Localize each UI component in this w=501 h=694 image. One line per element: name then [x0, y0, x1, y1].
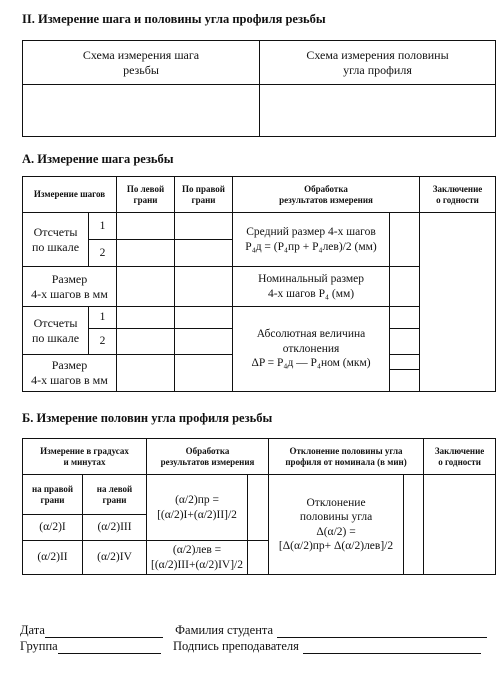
header-degrees	[23, 439, 147, 475]
formula-left-value[interactable]	[248, 541, 269, 575]
avg-size-label	[233, 213, 390, 267]
hb-right-l1: на правой	[31, 484, 74, 495]
hb-concl-l2: о годности	[438, 456, 481, 467]
size-label-2	[23, 355, 117, 392]
cell-size-left[interactable]	[117, 267, 175, 307]
avg-size-value[interactable]	[390, 213, 420, 267]
readings-label-2	[23, 307, 89, 355]
group-label: Группа	[20, 639, 58, 653]
deviation-value[interactable]	[404, 475, 424, 575]
signature-field[interactable]	[303, 641, 481, 654]
header-left-l1: По левой	[126, 184, 165, 195]
hb-right-l2: грани	[40, 494, 65, 505]
header-conclusion-b	[424, 439, 496, 475]
cell-size-right-2[interactable]	[175, 355, 233, 392]
reading-num-1: 1	[89, 213, 117, 240]
group-field[interactable]	[58, 641, 161, 654]
abs-value-3[interactable]	[390, 355, 420, 370]
date-label: Дата	[20, 623, 45, 637]
student-field[interactable]	[277, 625, 487, 638]
header-left-face	[117, 177, 175, 213]
cell-size-left-2[interactable]	[117, 355, 175, 392]
scheme-pitch-cell[interactable]	[23, 85, 260, 137]
angle-ii: (α/2)II	[23, 541, 83, 575]
header-measure: Измерение шагов	[23, 177, 117, 213]
header-proc-l1: Обработка	[304, 184, 348, 195]
section-title: II. Измерение шага и половины угла профиля резьбы	[22, 12, 326, 26]
hb-concl-l1: Заключение	[434, 446, 485, 457]
angle-iii: (α/2)III	[83, 515, 147, 541]
signature-label: Подпись преподавателя	[172, 639, 299, 653]
scheme-angle-cell[interactable]	[260, 85, 496, 137]
cell-left-2[interactable]	[117, 240, 175, 267]
student-label: Фамилия студента	[175, 623, 274, 637]
scheme-table	[22, 40, 496, 137]
header-right-face-b	[23, 475, 83, 515]
conclusion-cell[interactable]	[420, 213, 496, 392]
f2-l2: [(α/2)III+(α/2)IV]/2	[151, 558, 243, 571]
avg-l1: Средний размер 4-х шагов	[246, 226, 376, 239]
angle-table	[22, 438, 496, 575]
scheme-angle-l1: Схема измерения половины	[306, 47, 449, 62]
dev-l2: половины угла	[299, 511, 373, 524]
scheme-pitch-header	[23, 41, 260, 85]
f1-l1: (α/2)пр =	[175, 494, 219, 507]
scheme-angle-l2: угла профиля	[343, 62, 412, 77]
size-l1: Размер	[51, 271, 88, 286]
angle-iv: (α/2)IV	[83, 541, 147, 575]
section-a-title: А. Измерение шага резьбы	[22, 152, 174, 166]
header-right-l2: грани	[191, 194, 216, 205]
angle-i: (α/2)I	[23, 515, 83, 541]
size2-l2: 4-х шагов в мм	[31, 373, 108, 387]
formula-right	[147, 475, 248, 541]
readings2-l1: Отсчеты	[33, 315, 78, 330]
cell-left-2b[interactable]	[117, 329, 175, 355]
nom-l2: 4-х шагов P₄ (мм)	[267, 287, 355, 300]
footer-row-2	[20, 639, 481, 654]
abs-value-1[interactable]	[390, 307, 420, 329]
hb-measure-l2: и минутах	[63, 456, 106, 467]
nominal-size-value[interactable]	[390, 267, 420, 307]
readings-l1: Отсчеты	[33, 224, 78, 239]
nominal-size-label	[233, 267, 390, 307]
hb-dev-l1: Отклонение половины угла	[289, 446, 403, 457]
header-right-face	[175, 177, 233, 213]
pitch-table	[22, 176, 496, 392]
hb-left-l1: на левой	[96, 484, 133, 495]
scheme-pitch-l1: Схема измерения шага	[82, 47, 200, 62]
conclusion-cell-b[interactable]	[424, 475, 496, 575]
cell-right-2[interactable]	[175, 240, 233, 267]
size2-l1: Размер	[51, 358, 88, 372]
header-concl-l2: о годности	[436, 194, 479, 205]
reading-num-1b: 1	[89, 307, 117, 329]
cell-right-1b[interactable]	[175, 307, 233, 329]
size-l2: 4-х шагов в мм	[31, 286, 108, 301]
header-right-l1: По правой	[182, 184, 225, 195]
reading-num-2b: 2	[89, 329, 117, 355]
header-conclusion	[420, 177, 496, 213]
footer-row-1	[20, 623, 487, 638]
date-field[interactable]	[45, 625, 163, 638]
cell-right-1[interactable]	[175, 213, 233, 240]
readings-label	[23, 213, 89, 267]
nom-l1: Номинальный размер	[258, 273, 364, 286]
abs-value-2[interactable]	[390, 329, 420, 355]
readings2-l2: по шкале	[31, 330, 80, 345]
deviation-formula	[269, 475, 404, 575]
abs-value-4[interactable]	[390, 370, 420, 392]
header-processing-b	[147, 439, 269, 475]
f2-l1: (α/2)лев =	[172, 544, 222, 557]
cell-right-2b[interactable]	[175, 329, 233, 355]
header-concl-l1: Заключение	[432, 184, 483, 195]
abs-deviation-label	[233, 307, 390, 392]
hb-dev-l2: профиля от номинала (в мин)	[285, 456, 407, 467]
hb-measure-l1: Измерение в градусах	[40, 446, 129, 457]
f1-l2: [(α/2)I+(α/2)II]/2	[157, 508, 237, 521]
section-b-title: Б. Измерение половин угла профиля резьбы	[22, 411, 273, 425]
hb-left-l2: грани	[102, 494, 127, 505]
dev-l3: Δ(α/2) =	[316, 525, 356, 538]
scheme-angle-header	[260, 41, 496, 85]
hb-proc-l2: результатов измерения	[160, 456, 255, 467]
avg-l2: P₄д = (P₄пр + P₄лев)/2 (мм)	[245, 240, 377, 253]
hb-proc-l1: Обработка	[185, 446, 230, 457]
scheme-pitch-l2: резьбы	[123, 62, 159, 77]
abs-l3: ΔP = P₄д — P₄ном (мкм)	[251, 357, 371, 370]
cell-left-1b[interactable]	[117, 307, 175, 329]
abs-l2: отклонения	[282, 342, 340, 355]
header-left-face-b	[83, 475, 147, 515]
abs-l1: Абсолютная величина	[256, 328, 366, 341]
dev-l4: [Δ(α/2)пр+ Δ(α/2)лев]/2	[278, 539, 394, 552]
readings-l2: по шкале	[31, 239, 80, 254]
dev-l1: Отклонение	[306, 496, 366, 509]
formula-left	[147, 541, 248, 575]
header-deviation	[269, 439, 424, 475]
cell-left-1[interactable]	[117, 213, 175, 240]
header-left-l2: грани	[133, 194, 158, 205]
header-proc-l2: результатов измерения	[279, 194, 373, 205]
formula-right-value[interactable]	[248, 475, 269, 541]
reading-num-2: 2	[89, 240, 117, 267]
header-processing	[233, 177, 420, 213]
cell-size-right[interactable]	[175, 267, 233, 307]
size-label	[23, 267, 117, 307]
